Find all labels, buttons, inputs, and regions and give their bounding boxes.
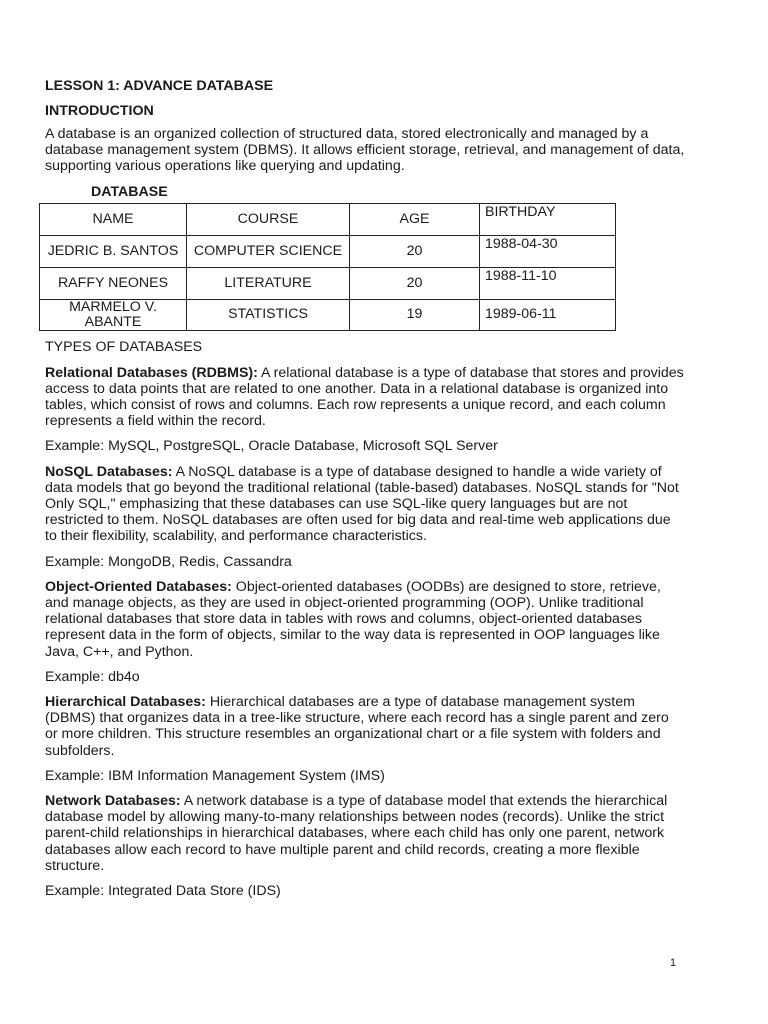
table-row [40, 267, 616, 299]
cell-birthday: 1989-06-11 [480, 299, 616, 330]
type-description: Hierarchical databases are a type of database management system (DBMS) that organizes data in a tree-like structure, where each record has a single parent and zero or more children. This structure resembles an organizational chart or a file system with folders and subfolders. [45, 694, 669, 759]
lesson-title: LESSON 1: ADVANCE DATABASE [45, 78, 274, 94]
header-course: COURSE [187, 203, 350, 235]
type-description: Object-oriented databases (OODBs) are designed to store, retrieve, and manage objects, as they are used in object-oriented programming (OOP). Unlike traditional relational databases that store data in tables with rows and columns, object-oriented databases represent data in the form of objects, similar to the way data is represented in OOP languages like Java, C++, and Python. [45, 578, 661, 660]
type-example: Example: MySQL, PostgreSQL, Oracle Database, Microsoft SQL Server [45, 438, 498, 455]
cell-course: LITERATURE [187, 267, 350, 299]
cell-name: RAFFY NEONES [40, 267, 187, 299]
cell-name: MARMELO V. ABANTE [40, 299, 187, 330]
type-example: Example: MongoDB, Redis, Cassandra [45, 553, 292, 570]
cell-course: STATISTICS [187, 299, 350, 330]
table-header-row [40, 203, 616, 235]
database-table [39, 203, 616, 331]
document-page [45, 78, 685, 908]
type-paragraph-network [45, 793, 685, 874]
page-number: 1 [670, 957, 677, 969]
cell-name: JEDRIC B. SANTOS [40, 235, 187, 267]
cell-age: 19 [350, 299, 480, 330]
intro-paragraph: A database is an organized collection of structured data, stored electronically and managed by a database management system (DBMS). It allows efficient storage, retrieval, and management of data, supporting various operations like querying and updating. [45, 126, 685, 175]
type-example: Example: Integrated Data Store (IDS) [45, 883, 281, 900]
type-paragraph-object-oriented [45, 579, 685, 660]
table-caption: DATABASE [91, 183, 168, 200]
cell-birthday: 1988-11-10 [480, 267, 616, 299]
type-term: Hierarchical Databases: [45, 694, 206, 711]
header-birthday: BIRTHDAY [480, 203, 616, 235]
type-term: Network Databases: [45, 793, 181, 810]
type-description: A NoSQL database is a type of database designed to handle a wide variety of data models that go beyond the traditional relational (table-based) databases. NoSQL stands for "Not Only SQL," emphasizing that these databases can use SQL-like query languages but are not restricted to them. NoSQL databases are often used for big data and real-time web applications due to their flexibility, scalability, and performance characteristics. [45, 463, 679, 545]
type-term: Object-Oriented Databases: [45, 578, 232, 595]
type-paragraph-relational [45, 365, 685, 430]
type-paragraph-hierarchical [45, 694, 685, 759]
cell-age: 20 [350, 235, 480, 267]
table-row [40, 299, 616, 330]
type-description: A relational database is a type of database that stores and provides access to data points that are related to one another. Data in a relational database is organized into tables, which consist of rows and columns. Each row represents a unique record, and each column represents a field within the record. [45, 364, 684, 430]
type-term: NoSQL Databases: [45, 463, 173, 480]
cell-age: 20 [350, 267, 480, 299]
type-example: Example: db4o [45, 668, 140, 685]
types-heading: TYPES OF DATABASES [45, 338, 203, 355]
intro-heading: INTRODUCTION [45, 103, 154, 119]
header-name: NAME [40, 203, 187, 235]
header-age: AGE [350, 203, 480, 235]
type-paragraph-nosql [45, 464, 685, 545]
type-term: Relational Databases (RDBMS): [45, 364, 258, 381]
table-row [40, 235, 616, 267]
type-example: Example: IBM Information Management System (IMS) [45, 767, 385, 784]
cell-course: COMPUTER SCIENCE [187, 235, 350, 267]
type-description: A network database is a type of database model that extends the hierarchical database model by allowing many-to-many relationships between nodes (records). Unlike the strict parent-child relationships in hierarchical databases, where each child has only one parent, network databases allow each record to have multiple parent and child records, creating a more flexible structure. [45, 793, 668, 874]
cell-birthday: 1988-04-30 [480, 235, 616, 267]
